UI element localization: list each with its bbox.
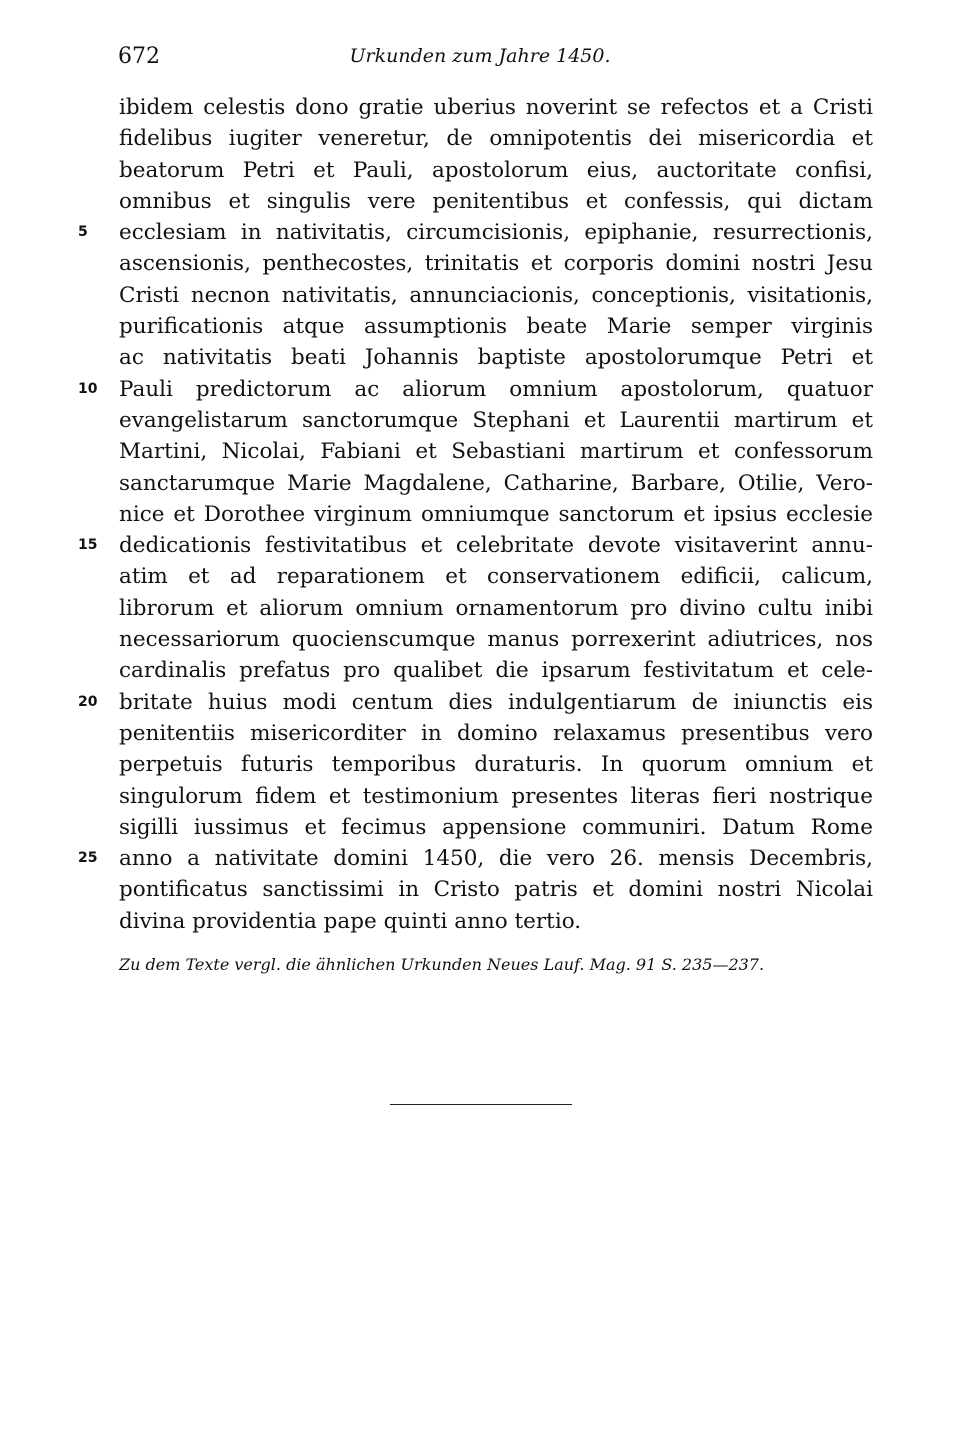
text-line	[78, 217, 873, 248]
line-text: necessariorum quocienscumque manus porrexerint adiutrices, nos	[119, 627, 873, 653]
line-text: Pauli predictorum ac aliorum omnium apostolorum, quatuor	[119, 376, 873, 402]
text-line	[119, 436, 873, 467]
text-line	[119, 781, 873, 812]
text-line	[119, 468, 873, 499]
text-line	[119, 123, 873, 154]
line-text: ecclesiam in nativitatis, circumcisionis, epiphanie, resurrectionis,	[119, 220, 873, 246]
line-text: ascensionis, penthecostes, trinitatis et corporis domini nostri Jesu	[119, 251, 873, 277]
text-line	[119, 906, 873, 937]
document-body	[78, 92, 873, 937]
text-line	[119, 874, 873, 905]
line-text: beatorum Petri et Pauli, apostolorum eius, auctoritate confisi,	[119, 157, 873, 183]
line-text: anno a nativitate domini 1450, die vero 26. mensis Decembris,	[119, 846, 873, 872]
line-number: 15	[78, 537, 98, 554]
line-number: 20	[78, 693, 98, 710]
line-text: evangelistarum sanctorumque Stephani et Laurentii martirum et	[119, 407, 873, 433]
line-text: ibidem celestis dono gratie uberius noverint se refectos et a Cristi	[119, 95, 873, 120]
line-text: sanctarumque Marie Magdalene, Catharine, Barbare, Otilie, Vero-	[119, 470, 873, 496]
line-text: ac nativitatis beati Johannis baptiste apostolorumque Petri et	[119, 345, 873, 371]
text-line	[119, 655, 873, 686]
text-line	[119, 593, 873, 624]
text-line	[78, 687, 873, 718]
text-line	[119, 248, 873, 279]
text-line	[78, 530, 873, 561]
text-line	[119, 311, 873, 342]
line-text: fidelibus iugiter veneretur, de omnipotentis dei misericordia et	[119, 126, 873, 152]
text-line	[119, 749, 873, 780]
text-line	[78, 374, 873, 405]
line-text: nice et Dorothee virginum omniumque sanctorum et ipsius ecclesie	[119, 501, 873, 527]
line-text: pontificatus sanctissimi in Cristo patris et domini nostri Nicolai	[119, 877, 873, 903]
line-text: dedicationis festivitatibus et celebritate devote visitaverint annu-	[119, 533, 873, 559]
text-line	[119, 342, 873, 373]
text-line	[119, 155, 873, 186]
text-line	[119, 561, 873, 592]
text-line	[119, 405, 873, 436]
line-number: 10	[78, 380, 98, 397]
line-text: divina providentia pape quinti anno tertio.	[119, 908, 582, 934]
running-head: Urkunden zum Jahre 1450.	[349, 45, 611, 67]
text-line	[78, 843, 873, 874]
source-note: Zu dem Texte vergl. die ähnlichen Urkunden Neues Lauf. Mag. 91 S. 235—237.	[119, 955, 765, 974]
line-text: sigilli iussimus et fecimus appensione communiri. Datum Rome	[119, 814, 873, 840]
line-text: atim et ad reparationem et conservationem edificii, calicum,	[119, 564, 873, 590]
line-text: cardinalis prefatus pro qualibet die ipsarum festivitatum et cele-	[119, 658, 873, 684]
line-text: penitentiis misericorditer in domino relaxamus presentibus vero	[119, 720, 873, 746]
text-line	[119, 186, 873, 217]
line-text: Cristi necnon nativitatis, annunciacionis, conceptionis, visitationis,	[119, 282, 873, 308]
text-line	[119, 718, 873, 749]
text-line	[119, 812, 873, 843]
text-line	[119, 280, 873, 311]
text-line	[119, 624, 873, 655]
line-number: 25	[78, 850, 98, 867]
line-text: purificationis atque assumptionis beate Marie semper virginis	[119, 314, 873, 340]
page-number: 672	[118, 44, 160, 69]
line-text: librorum et aliorum omnium ornamentorum pro divino cultu inibi	[119, 595, 873, 621]
line-text: britate huius modi centum dies indulgentiarum de iniunctis eis	[119, 689, 873, 715]
text-line	[119, 92, 873, 123]
line-text: singulorum fidem et testimonium presentes literas fieri nostrique	[119, 783, 873, 809]
line-text: omnibus et singulis vere penitentibus et confessis, qui dictam	[119, 188, 873, 214]
text-line	[119, 499, 873, 530]
line-text: perpetuis futuris temporibus duraturis. In quorum omnium et	[119, 752, 873, 778]
line-text: Martini, Nicolai, Fabiani et Sebastiani martirum et confessorum	[119, 439, 873, 465]
end-rule	[390, 1104, 572, 1105]
line-number: 5	[78, 224, 88, 241]
